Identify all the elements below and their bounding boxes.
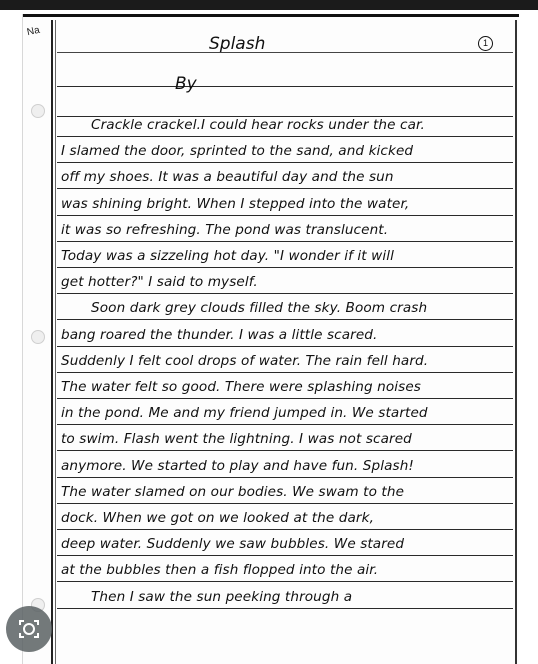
margin-line-inner [55, 20, 56, 664]
top-bar [0, 0, 538, 10]
top-rule [23, 14, 519, 17]
essay-line: in the pond. Me and my friend jumped in. We started [57, 398, 513, 425]
essay-line: dock. When we got on we looked at the dark, [57, 503, 513, 530]
essay-line: to swim. Flash went the lightning. I was not scared [57, 424, 513, 451]
notebook-page [22, 14, 519, 664]
essay-line: it was so refreshing. The pond was translucent. [57, 215, 513, 242]
image-search-lens-icon[interactable] [6, 606, 52, 652]
essay-line: Crackle crackel.I could hear rocks under the car. [57, 110, 513, 137]
essay-line: Suddenly I felt cool drops of water. The rain fell hard. [57, 346, 513, 373]
essay-line: Today was a sizzeling hot day. "I wonder if it will [57, 241, 513, 268]
page-number: 1 [478, 36, 493, 51]
margin-line [51, 20, 53, 664]
essay-line: I slamed the door, sprinted to the sand, and kicked [57, 136, 513, 163]
title-rule [57, 26, 513, 53]
byline: By [175, 74, 197, 94]
essay-line: bang roared the thunder. I was a little scared. [57, 320, 513, 347]
binder-hole [31, 104, 45, 118]
essay-line: The water felt so good. There were splashing noises [57, 372, 513, 399]
essay-line: Soon dark grey clouds filled the sky. Boom crash [57, 293, 513, 320]
byline-rule [57, 60, 513, 87]
essay-line: anymore. We started to play and have fun. Splash! [57, 451, 513, 478]
name-label: Na [25, 24, 41, 39]
essay-line: off my shoes. It was a beautiful day and the sun [57, 162, 513, 189]
essay-line: at the bubbles then a fish flopped into the air. [57, 555, 513, 582]
essay-line: The water slamed on our bodies. We swam to the [57, 477, 513, 504]
page-title: Splash [209, 34, 266, 54]
essay-line: deep water. Suddenly we saw bubbles. We stared [57, 529, 513, 556]
essay-line: get hotter?" I said to myself. [57, 267, 513, 294]
essay-line: was shining bright. When I stepped into the water, [57, 189, 513, 216]
binder-hole [31, 330, 45, 344]
lens-glyph [17, 617, 41, 641]
page-right-edge [515, 20, 517, 664]
essay-line: Then I saw the sun peeking through a [57, 582, 513, 609]
